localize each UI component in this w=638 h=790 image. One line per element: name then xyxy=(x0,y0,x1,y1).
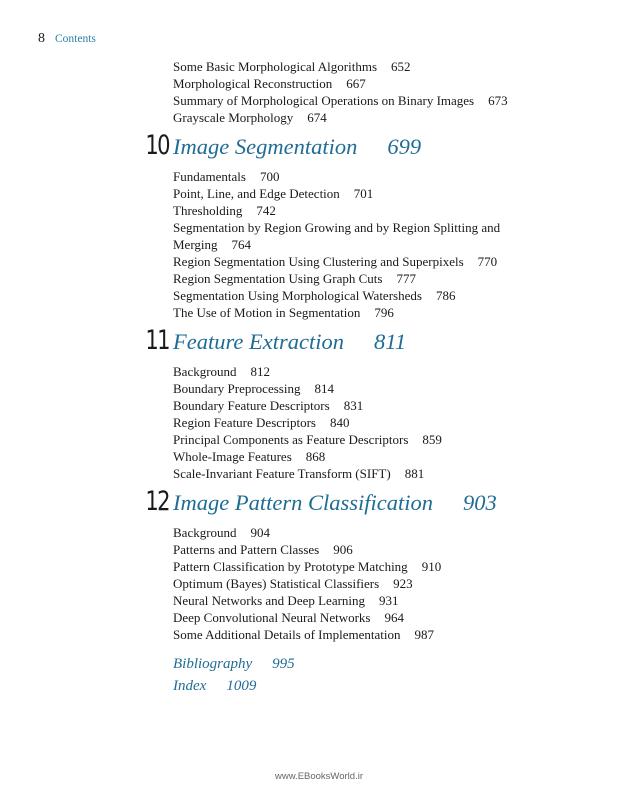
chapter-title xyxy=(173,327,406,357)
toc-entry-page: 881 xyxy=(404,466,425,481)
toc-entry-page: 777 xyxy=(396,271,416,286)
toc-entry-title: Thresholding xyxy=(173,203,243,218)
toc-entry[interactable] xyxy=(173,168,523,185)
toc-entry-page: 796 xyxy=(374,305,394,320)
toc-entry[interactable] xyxy=(173,414,523,431)
toc-entry[interactable] xyxy=(173,219,523,253)
toc-entry[interactable] xyxy=(173,287,523,304)
chapter-page: 699 xyxy=(387,134,422,159)
toc-entry-title: Whole-Image Features xyxy=(173,449,292,464)
toc-entry-page: 667 xyxy=(346,76,366,91)
toc-entry[interactable] xyxy=(173,270,523,287)
chapter-title-text: Feature Extraction xyxy=(173,329,344,354)
toc-entry-title: Point, Line, and Edge Detection xyxy=(173,186,340,201)
toc-entry-page: 764 xyxy=(231,237,252,252)
running-title: Contents xyxy=(55,33,96,45)
chapter-title-text: Image Segmentation xyxy=(173,134,358,159)
toc-entry-title: Grayscale Morphology xyxy=(173,110,294,125)
toc-entry-title: Morphological Reconstruction xyxy=(173,76,333,91)
toc-entry-title: Optimum (Bayes) Statistical Classifiers xyxy=(173,576,380,591)
chapter-title xyxy=(173,488,497,518)
toc-entry[interactable] xyxy=(173,202,523,219)
toc-entry-title: Boundary Feature Descriptors xyxy=(173,398,330,413)
toc-entry[interactable] xyxy=(173,575,523,592)
toc-entry-page: 987 xyxy=(414,627,434,642)
toc-entry-title: Neural Networks and Deep Learning xyxy=(173,593,366,608)
toc-entry[interactable] xyxy=(173,626,523,643)
toc-entry[interactable] xyxy=(173,465,523,482)
toc-entry[interactable] xyxy=(173,363,523,380)
toc-entry-page: 814 xyxy=(314,381,334,396)
running-head xyxy=(38,31,96,47)
toc-entry[interactable] xyxy=(173,592,523,609)
toc-entry-title: Segmentation Using Morphological Watersheds xyxy=(173,288,422,303)
toc-entry[interactable] xyxy=(173,609,523,626)
toc-entry-title: Principal Components as Feature Descriptors xyxy=(173,432,409,447)
toc-entry-title: Some Basic Morphological Algorithms xyxy=(173,59,378,74)
chapter-heading[interactable] xyxy=(0,130,638,168)
toc-entry-title: Background xyxy=(173,364,237,379)
toc-entry-page: 831 xyxy=(343,398,364,413)
toc-entry-page: 700 xyxy=(259,169,280,184)
toc-entry[interactable] xyxy=(173,92,523,109)
backmatter xyxy=(0,653,638,697)
toc-entry[interactable] xyxy=(173,448,523,465)
toc-entry[interactable] xyxy=(173,304,523,321)
page-number: 8 xyxy=(38,31,45,46)
table-of-contents xyxy=(0,58,638,697)
chapter-number: 10 xyxy=(145,130,169,161)
toc-entry[interactable] xyxy=(173,253,523,270)
toc-entry-page: 868 xyxy=(305,449,326,464)
toc-entry[interactable] xyxy=(173,380,523,397)
toc-entry[interactable] xyxy=(173,431,523,448)
toc-entry[interactable] xyxy=(173,524,523,541)
toc-entry-page: 652 xyxy=(391,59,411,74)
toc-entry[interactable] xyxy=(173,185,523,202)
toc-entry-title: Boundary Preprocessing xyxy=(173,381,301,396)
chapter-heading[interactable] xyxy=(0,325,638,363)
toc-entry[interactable] xyxy=(173,558,523,575)
backmatter-title: Bibliography xyxy=(173,656,253,672)
chapter-page: 903 xyxy=(462,490,497,515)
toc-entry[interactable] xyxy=(173,75,523,92)
toc-entry-title: The Use of Motion in Segmentation xyxy=(173,305,361,320)
backmatter-page: 995 xyxy=(272,656,295,672)
toc-entry-page: 923 xyxy=(393,576,413,591)
toc-entry-page: 701 xyxy=(353,186,374,201)
toc-entry-title: Region Segmentation Using Clustering and Superpixels xyxy=(173,254,464,269)
toc-entry-page: 770 xyxy=(477,254,498,269)
chapter-number: 11 xyxy=(145,325,169,356)
toc-entry-title: Some Additional Details of Implementation xyxy=(173,627,401,642)
chapter-page: 811 xyxy=(374,329,407,354)
toc-entry-title: Summary of Morphological Operations on Binary Images xyxy=(173,93,475,108)
toc-entry[interactable] xyxy=(173,541,523,558)
toc-entry-title: Background xyxy=(173,525,237,540)
toc-entry-page: 786 xyxy=(435,288,456,303)
backmatter-entry[interactable] xyxy=(173,675,638,697)
toc-entry-page: 859 xyxy=(422,432,442,447)
toc-entry-title: Fundamentals xyxy=(173,169,246,184)
toc-entry-page: 673 xyxy=(488,93,508,108)
toc-entry-page: 904 xyxy=(250,525,271,540)
backmatter-title: Index xyxy=(173,678,207,694)
toc-entry-page: 742 xyxy=(256,203,276,218)
chapter-title xyxy=(173,132,421,162)
toc-entry-page: 964 xyxy=(384,610,404,625)
toc-entry-title: Patterns and Pattern Classes xyxy=(173,542,320,557)
toc-entry-page: 812 xyxy=(250,364,271,379)
toc-entry-page: 931 xyxy=(379,593,399,608)
toc-entry[interactable] xyxy=(173,397,523,414)
footer-watermark: www.EBooksWorld.ir xyxy=(275,771,363,782)
toc-entry[interactable] xyxy=(173,58,523,75)
toc-entry-page: 910 xyxy=(421,559,442,574)
chapter-title-text: Image Pattern Classification xyxy=(173,490,433,515)
chapter-heading[interactable] xyxy=(0,486,638,524)
toc-entry-title: Region Segmentation Using Graph Cuts xyxy=(173,271,383,286)
toc-entry-title: Region Feature Descriptors xyxy=(173,415,316,430)
toc-entry-page: 906 xyxy=(333,542,353,557)
toc-entry[interactable] xyxy=(173,109,523,126)
backmatter-page: 1009 xyxy=(226,678,257,694)
backmatter-entry[interactable] xyxy=(173,653,638,675)
toc-entry-title: Segmentation by Region Growing and by Region Splitting and Merging xyxy=(173,220,501,252)
toc-entry-title: Pattern Classification by Prototype Matching xyxy=(173,559,408,574)
toc-entry-title: Scale-Invariant Feature Transform (SIFT) xyxy=(173,466,391,481)
chapter-number: 12 xyxy=(145,486,169,517)
toc-entry-page: 840 xyxy=(329,415,350,430)
toc-entry-title: Deep Convolutional Neural Networks xyxy=(173,610,371,625)
toc-entry-page: 674 xyxy=(307,110,327,125)
